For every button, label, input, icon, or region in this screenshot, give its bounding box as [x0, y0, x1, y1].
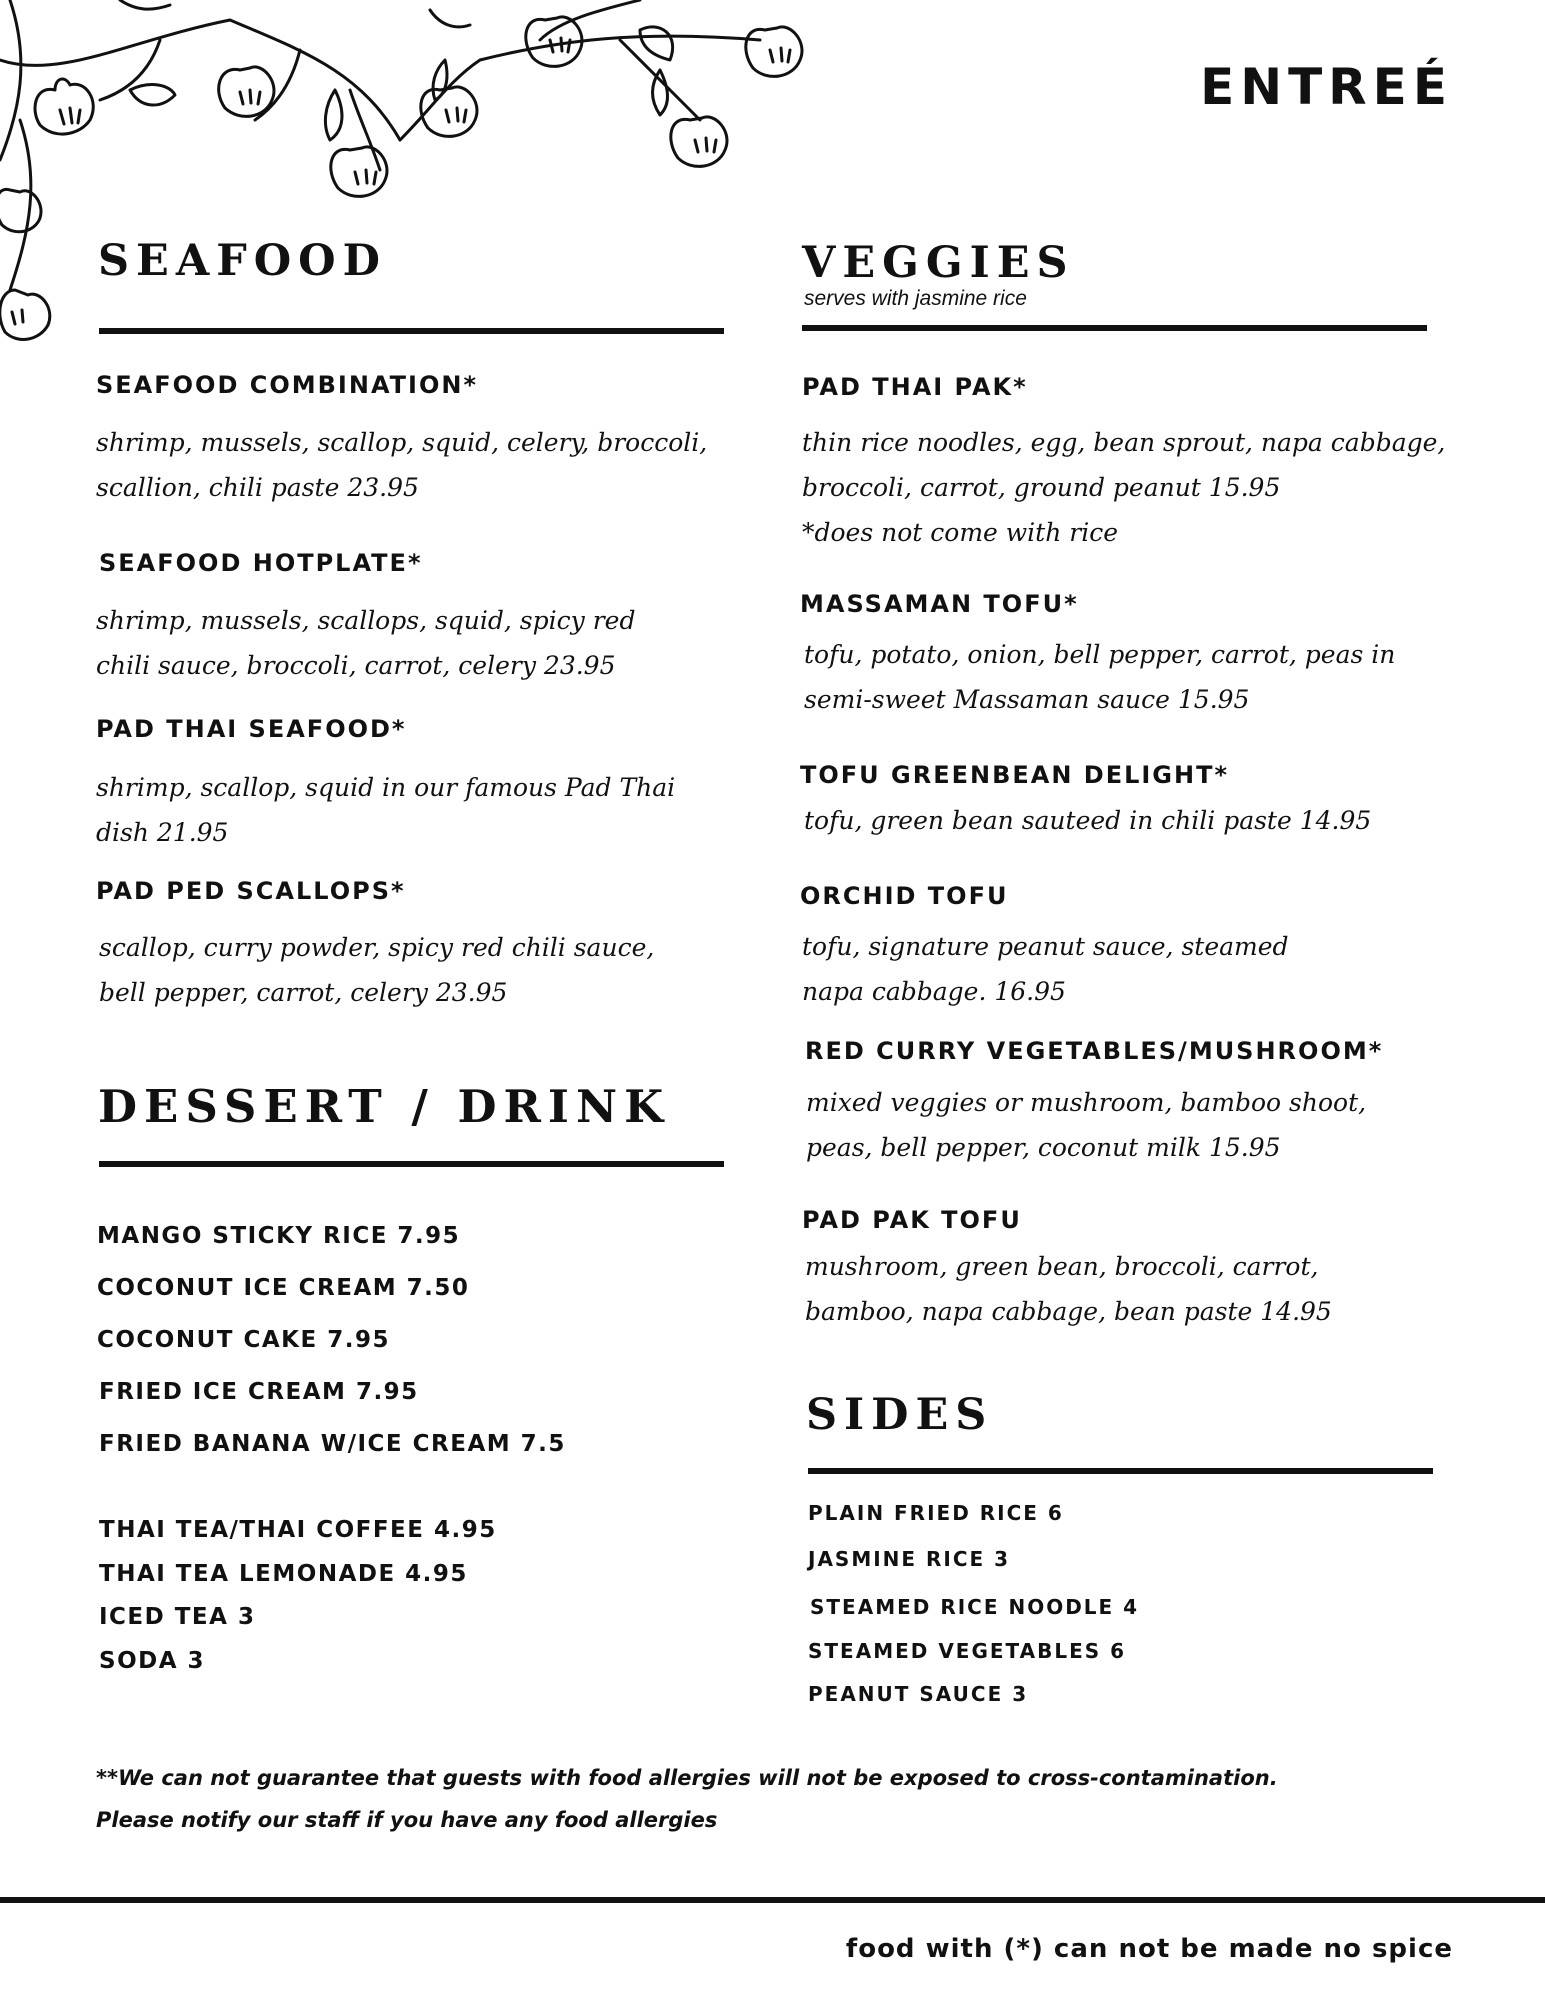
veggies-item-name: RED CURRY VEGETABLES/MUSHROOM*: [805, 1037, 1384, 1065]
seafood-section-title: SEAFOOD: [98, 236, 387, 286]
seafood-item-name: SEAFOOD HOTPLATE*: [99, 549, 423, 577]
veggies-item-name: PAD PAK TOFU: [802, 1206, 1022, 1234]
seafood-divider: [99, 328, 724, 334]
veggies-item-description: tofu, potato, onion, bell pepper, carrot, peas in semi-sweet Massaman sauce 15.95: [804, 640, 1396, 714]
sides-section-title: SIDES: [806, 1390, 994, 1440]
footer-divider: [0, 1897, 1545, 1903]
seafood-item-name: PAD THAI SEAFOOD*: [96, 715, 407, 743]
veggies-item-name: MASSAMAN TOFU*: [800, 590, 1079, 618]
veggies-item-description: mushroom, green bean, broccoli, carrot, bamboo, napa cabbage, bean paste 14.95: [805, 1252, 1332, 1326]
veggies-divider: [802, 325, 1427, 331]
veggies-item-description: tofu, signature peanut sauce, steamed napa cabbage. 16.95: [802, 932, 1289, 1006]
dessert-item: COCONUT ICE CREAM 7.50: [97, 1275, 470, 1301]
veggies-item-description: tofu, green bean sauteed in chili paste 14.95: [804, 806, 1372, 835]
veggies-item-name: TOFU GREENBEAN DELIGHT*: [800, 761, 1230, 789]
sides-item: PEANUT SAUCE 3: [808, 1682, 1029, 1706]
veggies-item-name: ORCHID TOFU: [800, 882, 1009, 910]
allergy-note-line: **We can not guarantee that guests with food allergies will not be exposed to cross-contamination.: [96, 1766, 1278, 1790]
drink-item: THAI TEA/THAI COFFEE 4.95: [99, 1517, 497, 1543]
sides-item: STEAMED VEGETABLES 6: [808, 1639, 1127, 1663]
dessert-drink-section-title: DESSERT / DRINK: [98, 1080, 671, 1133]
seafood-item-description: shrimp, mussels, scallops, squid, spicy red chili sauce, broccoli, carrot, celery 23.95: [96, 606, 636, 680]
dessert-drink-divider: [99, 1161, 724, 1167]
dessert-item: MANGO STICKY RICE 7.95: [97, 1223, 461, 1249]
sides-item: JASMINE RICE 3: [808, 1547, 1011, 1571]
seafood-item-description: shrimp, mussels, scallop, squid, celery, broccoli, scallion, chili paste 23.95: [96, 428, 708, 502]
veggies-subtitle: serves with jasmine rice: [804, 287, 1027, 310]
sides-divider: [808, 1468, 1433, 1474]
veggies-item-description: thin rice noodles, egg, bean sprout, napa cabbage, broccoli, carrot, ground peanut 15.95 *does not come with rice: [802, 428, 1446, 547]
veggies-section-title: VEGGIES: [802, 238, 1075, 288]
seafood-item-name: SEAFOOD COMBINATION*: [96, 371, 478, 399]
dessert-item: FRIED BANANA W/ICE CREAM 7.5: [99, 1431, 566, 1457]
veggies-item-name: PAD THAI PAK*: [802, 373, 1028, 401]
dessert-item: COCONUT CAKE 7.95: [97, 1327, 390, 1353]
drink-item: THAI TEA LEMONADE 4.95: [99, 1561, 468, 1587]
spice-note: food with (*) can not be made no spice: [845, 1934, 1453, 1964]
floral-branch-illustration-icon: [0, 0, 840, 380]
sides-item: PLAIN FRIED RICE 6: [808, 1501, 1064, 1525]
drink-item: ICED TEA 3: [99, 1604, 256, 1630]
seafood-item-name: PAD PED SCALLOPS*: [96, 877, 406, 905]
page-title: ENTREÉ: [1200, 58, 1453, 116]
drink-item: SODA 3: [99, 1648, 206, 1674]
allergy-note-line: Please notify our staff if you have any food allergies: [96, 1808, 718, 1832]
sides-item: STEAMED RICE NOODLE 4: [810, 1595, 1140, 1619]
seafood-item-description: shrimp, scallop, squid in our famous Pad Thai dish 21.95: [96, 773, 676, 847]
dessert-item: FRIED ICE CREAM 7.95: [99, 1379, 419, 1405]
veggies-item-description: mixed veggies or mushroom, bamboo shoot, peas, bell pepper, coconut milk 15.95: [806, 1088, 1367, 1162]
seafood-item-description: scallop, curry powder, spicy red chili sauce, bell pepper, carrot, celery 23.95: [99, 933, 655, 1007]
